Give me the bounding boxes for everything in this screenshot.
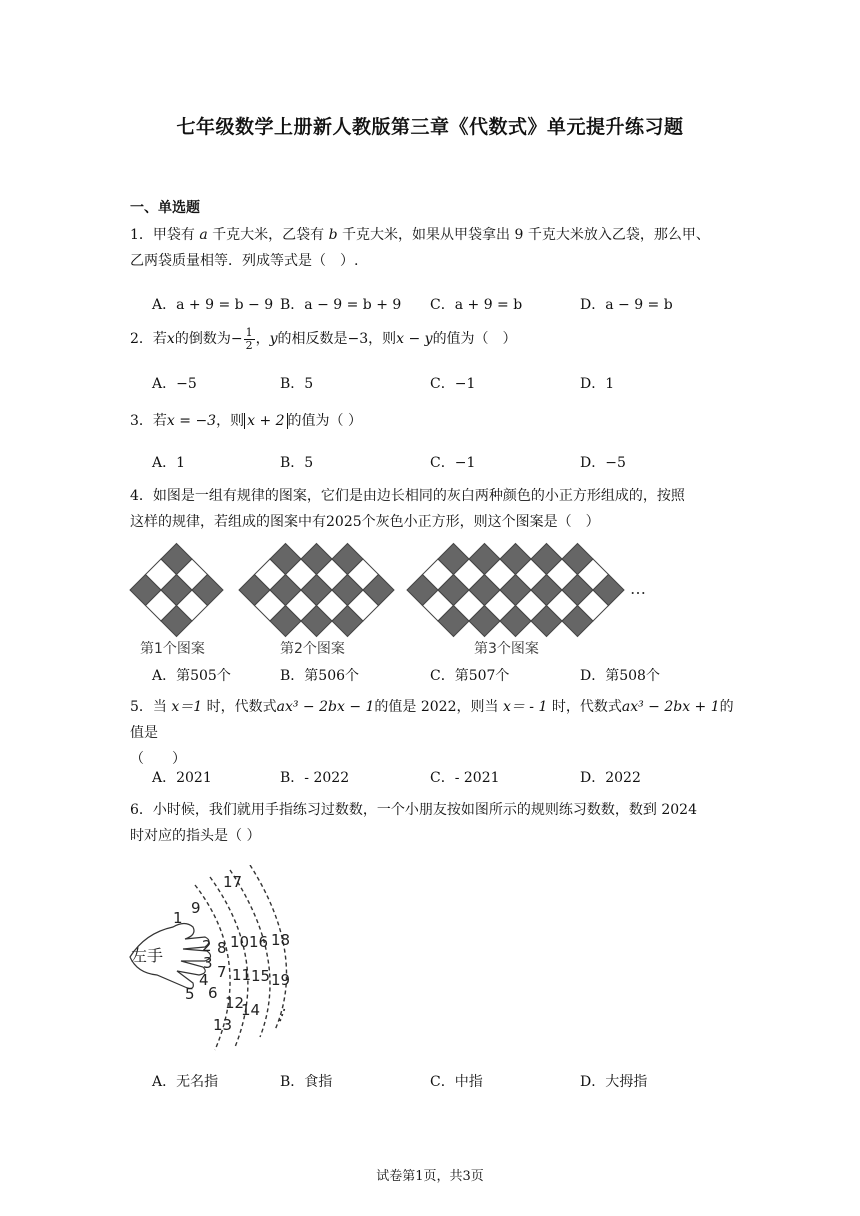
finger-counting-figure	[125, 865, 325, 1060]
finger-number: 6	[208, 984, 218, 1002]
pattern-1	[130, 544, 223, 637]
q5-option-d: D．2022	[580, 770, 641, 786]
q4-line1: 4．如图是一组有规律的图案，它们是由边长相同的灰白两种颜色的小正方形组成的，按照	[130, 488, 685, 504]
q1-option-c: C．a + 9 = b	[430, 297, 523, 313]
q6-line2: 时对应的指头是（ ）	[130, 828, 261, 844]
question-6	[130, 797, 730, 849]
q5-line1: 5．当 x＝1 时，代数式ax³ − 2bx − 1的值是 2022，则当 x＝ - 1 时，代数式ax³ − 2bx + 1的值是	[130, 699, 734, 741]
q5-option-b: B．- 2022	[280, 770, 350, 786]
q2-option-c: C．−1	[430, 376, 476, 392]
question-1	[130, 222, 730, 274]
finger-number: 13	[213, 1016, 233, 1034]
q6-option-b: B．食指	[280, 1074, 333, 1090]
finger-number: 5	[185, 985, 195, 1003]
q3-option-d: D．−5	[580, 455, 626, 471]
q6-option-a: A．无名指	[152, 1074, 219, 1090]
finger-number: 15	[251, 967, 271, 985]
q1-line1: 1．甲袋有 a 千克大米，乙袋有 b 千克大米，如果从甲袋拿出 9 千克大米放入乙袋，那么甲、	[130, 227, 710, 243]
finger-number: 10	[230, 933, 250, 951]
finger-number: 4	[199, 971, 209, 989]
page-footer: 试卷第1页，共3页	[376, 1169, 484, 1184]
pattern-3	[407, 544, 624, 637]
hand-label: 左手	[131, 946, 164, 965]
finger-number: 17	[223, 873, 243, 891]
q4-option-c: C．第507个	[430, 668, 510, 684]
q4-option-b: B．第506个	[280, 668, 360, 684]
question-3: 3．若x = −3，则 x + 2 的值为（ ）	[130, 413, 362, 429]
pattern-2	[239, 544, 394, 637]
q4-option-d: D．第508个	[580, 668, 660, 684]
q2-option-a: A．−5	[152, 376, 197, 392]
q1-line2: 乙两袋质量相等．列成等式是（ ）.	[130, 253, 359, 269]
q3-option-c: C．−1	[430, 455, 476, 471]
q3-option-a: A．1	[152, 455, 186, 471]
question-5	[130, 694, 735, 772]
finger-number: 18	[271, 931, 291, 949]
question-4	[130, 483, 730, 535]
finger-number: 16	[249, 933, 269, 951]
caption-pattern-3: 第3个图案	[474, 641, 539, 657]
question-2: 2．若x的倒数为− $\frac{1}{2}$ ，y的相反数是−3，则x − y的值为（ ）	[130, 325, 517, 352]
q6-line1: 6．小时候，我们就用手指练习过数数，一个小朋友按如图所示的规则练习数数，数到 2024	[130, 802, 697, 818]
q3-option-b: B．5	[280, 455, 314, 471]
caption-pattern-1: 第1个图案	[140, 641, 205, 657]
finger-number: 19	[271, 971, 291, 989]
q1-option-b: B．a − 9 = b + 9	[280, 297, 402, 313]
pattern-figure	[125, 540, 665, 640]
q1-option-d: D．a − 9 = b	[580, 297, 673, 313]
finger-number: 9	[191, 899, 201, 917]
q4-line2: 这样的规律，若组成的图案中有2025个灰色小正方形，则这个图案是（ ）	[130, 514, 600, 530]
q2-option-b: B．5	[280, 376, 314, 392]
q2-option-d: D．1	[580, 376, 615, 392]
page-title: 七年级数学上册新人教版第三章《代数式》单元提升练习题	[176, 116, 684, 138]
continuation-dots: ⋮	[271, 1002, 294, 1027]
finger-number: 3	[203, 954, 213, 972]
q5-line2: （ ）	[130, 751, 186, 767]
q6-option-d: D．大拇指	[580, 1074, 648, 1090]
finger-number: 8	[217, 939, 227, 957]
finger-number: 14	[241, 1001, 261, 1019]
finger-number: 12	[225, 994, 245, 1012]
fraction-half: $\frac{1}{2}$	[245, 325, 253, 352]
caption-pattern-2: 第2个图案	[280, 641, 345, 657]
q6-option-c: C．中指	[430, 1074, 483, 1090]
section-heading: 一、单选题	[130, 200, 200, 216]
pattern-ellipsis: …	[630, 579, 646, 598]
q5-option-a: A．2021	[152, 770, 212, 786]
finger-number: 7	[217, 963, 227, 981]
finger-number: 2	[202, 937, 212, 955]
finger-number: 11	[232, 966, 252, 984]
finger-number: 1	[173, 909, 183, 927]
q5-option-c: C．- 2021	[430, 770, 500, 786]
q1-option-a: A．a + 9 = b − 9	[152, 297, 274, 313]
q4-option-a: A．第505个	[152, 668, 231, 684]
